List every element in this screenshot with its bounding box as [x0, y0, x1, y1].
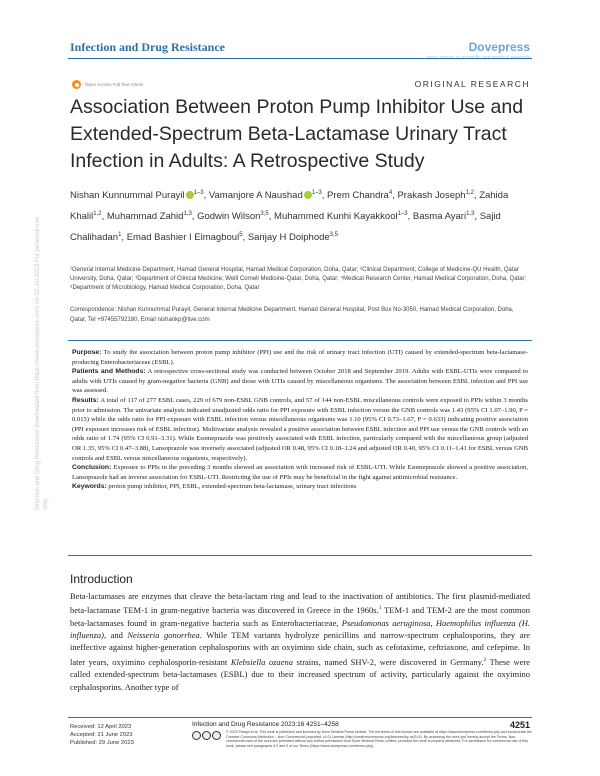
- conclusion-label: Conclusion:: [72, 464, 112, 472]
- intro-species: Neisseria gonorrhea: [127, 630, 200, 641]
- open-access-badge: [72, 80, 143, 89]
- purpose-label: Purpose:: [72, 349, 102, 356]
- reference-link[interactable]: 2: [483, 656, 487, 663]
- affiliation-marker: 3,5: [260, 211, 269, 218]
- author-name-text: Nishan Kunnummal Purayil: [70, 190, 185, 202]
- affiliation-marker: 5: [239, 232, 243, 239]
- author-name[interactable]: [107, 211, 192, 222]
- intro-species: Klebsiella ozaena: [230, 656, 293, 667]
- author-name[interactable]: [274, 211, 408, 222]
- affiliation-marker: 1–3: [193, 190, 204, 196]
- affiliation-marker: 1: [118, 232, 122, 239]
- article-type: ORIGINAL RESEARCH: [414, 79, 530, 89]
- open-access-label: Open Access Full Text Article: [85, 82, 143, 87]
- author-name[interactable]: [127, 232, 243, 243]
- intro-text: TEM-1 and TEM-2 are the most common beta-lactamases found in gram-negative bacteria such as Enterobacteriaceae,: [70, 605, 530, 628]
- publisher-name: Dovepress: [468, 40, 530, 54]
- author-name-text: Muhammed Kunhi Kayakkool: [274, 211, 398, 223]
- intro-text: Beta-lactamases are enzymes that cleave the beta-lactam ring and lead to the inactivation of antibiotics. The first plasmid-mediated beta-lactamase TEM-1 in gram-negative bacteria was discovered in Greece in the 1960s.: [70, 591, 530, 616]
- author-name[interactable]: [413, 211, 475, 222]
- results-text: A total of 117 of 277 ESBL cases, 229 of 679 non-ESBL GNB controls, and 57 of 144 non-ESBL miscellaneous controls were exposed to PPIs within 3 months prior to admission. The univariate analysis indicated unadjusted odds ratio for PPI exposure with ESBL infection versus the GNB controls was 1.43 (95% CI 1.07–1.90, P = 0.015) while the odds ratio for PPI exposure with ESBL infection versus miscellaneous organisms was 1.10 (95% CI 0.73–1.67, P = 0.633) indicating positive association (PPI exposure increases risk of ESBL infection). Multivariate analysis revealed a positive association between ESBL infection and PPI use versus the GNB controls with an odds ratio of 1.74 (95% CI 0.91–3.31). While Esomeprazole was positively associated with ESBL infection, particularly compared with the miscellaneous group (adjusted OR 1.35, 95% CI 0.47–3.88), Lansoprazole was inversely associated (adjusted OR 0.48, 95% CI 0.18–1.24 and adjusted OR 0.40, 95% CI 0.11–1.41 for ESBL versus GNB controls and ESBL versus miscellaneous organisms, respectively).: [72, 396, 528, 462]
- intro-text: strains, named SHV-2, were discovered in Germany.: [292, 656, 484, 667]
- author-name-text: Prem Chandra: [327, 190, 389, 202]
- author-name-text: Prakash Joseph: [397, 190, 466, 202]
- affiliation-marker: 1–3: [311, 190, 322, 196]
- methods-label: Patients and Methods:: [72, 368, 146, 376]
- affiliation-marker: 1,2: [465, 190, 474, 196]
- results-label: Results:: [72, 396, 99, 404]
- introduction-paragraph: [70, 590, 530, 693]
- author-name-text: Sajid Chalihadan: [70, 211, 501, 244]
- correspondence[interactable]: Correspondence: Nishan Kunnummal Purayil, General Internal Medicine Department, Hamad General Hospital, Post Box No-3050, Hamad Medical Corporation, Doha, Qatar, Tel +97455792180, Email nishankp@live.com: [70, 307, 514, 323]
- author-name-text: Emad Bashier I Elmagboul: [126, 232, 240, 244]
- accepted-date: Accepted: 21 June 2023: [70, 732, 133, 738]
- intro-text: , and: [104, 630, 128, 641]
- affiliation-marker: 1,3: [183, 211, 192, 218]
- abstract-conclusion: [72, 463, 528, 482]
- reference-link[interactable]: 1: [378, 605, 382, 612]
- author-name-text: Vamanjore A Naushad: [208, 190, 303, 202]
- publisher-tagline: open access to scientific and medical research: [426, 55, 530, 61]
- creative-commons-icon: [192, 731, 222, 741]
- intro-species: Pseudomonas aeruginosa, Haemophilus influenza (H. influenza): [70, 617, 531, 641]
- intro-text: These were called extended-spectrum beta-lactamases (ESBL) due to their increased spectrum of activity, particularly against the oxyimino cephalosporins. Another type of: [70, 656, 531, 692]
- affiliation-marker: 4: [388, 190, 393, 196]
- keywords-label: Keywords:: [72, 483, 107, 491]
- author-name-text: Sanjay H Doiphode: [247, 232, 330, 244]
- methods-text: A retrospective cross-sectional study was conducted between October 2018 and September 2019. Adults with ESBL-UTIs were compared to adults with UTIs caused by gram-negative bacteria (GNB) and those with UTIs caused by miscellaneous organisms. The association between ESBL infection and PPI use was assessed.: [72, 368, 528, 395]
- article-dates: [70, 723, 134, 747]
- keywords-text: proton pump inhibitor, PPI, ESBL, extended-spectrum beta-lactamase, urinary tract infections: [108, 483, 357, 491]
- affiliation-marker: 1,3: [466, 211, 475, 218]
- journal-citation: Infection and Drug Resistance 2023:16 4251–4258: [192, 721, 339, 728]
- author-name-text: Godwin Wilson: [197, 211, 261, 223]
- introduction-heading: Introduction: [70, 572, 133, 586]
- author-name-text: Zahida Khalil: [70, 190, 509, 223]
- header-divider: [68, 58, 532, 59]
- abstract-keywords: [72, 482, 528, 492]
- author-name-text: Muhammad Zahid: [106, 211, 184, 223]
- open-access-lock-icon: [72, 80, 81, 89]
- affiliations: ¹General Internal Medicine Department, Hamad General Hospital, Hamad Medical Corporation, Doha, Qatar; ²Clinical Department, College of Medicine-QU Health, Qatar University, Doha, Qatar; ³Department of Clinical Medicine, Weill Cornell Medicine-Qatar, Doha, Qatar; ⁴Medical Research Center, Hamad Medical Corporation, Doha, Qatar; ⁵Department of Microbiology, Hamad Medical Corporation, Doha, Qatar: [70, 267, 527, 291]
- orcid-icon[interactable]: [186, 191, 194, 199]
- author-name[interactable]: [248, 232, 338, 243]
- affiliation-marker: 1–3: [397, 211, 408, 218]
- abstract-results: [72, 396, 528, 463]
- intro-text: . While TEM variants hydrolyze penicillins and narrow-spectrum cephalosporins, they are ineffective against higher-generation cephalosporins with an oxyimino side chain, such as cefotaxime, ceftriaxone, and cefepime. In later years, oxyimino cephalosporin-resistant: [70, 630, 530, 667]
- author-name[interactable]: [197, 211, 269, 222]
- purpose-text: To study the association between proton pump inhibitor (PPI) use and the risk of urinary tract infection (UTI) caused by extended-spectrum beta-lactamase-producing Enterobacteriaceae (ESBL).: [72, 349, 528, 366]
- conclusion-text: Exposure to PPIs in the preceding 3 months showed an association with increased risk of ESBL-UTI. While Esomeprazole showed a positive association, Lansoprazole had an inverse association for ESBL-UTI. Restricting the use of PPIs may be beneficial in the fight against antimicrobial resistance.: [72, 464, 528, 481]
- journal-name: Infection and Drug Resistance: [70, 40, 225, 54]
- abstract-methods: [72, 367, 528, 396]
- affiliation-marker: 3,5: [329, 232, 339, 239]
- author-name[interactable]: [209, 190, 322, 201]
- article-title: Association Between Proton Pump Inhibitor Use and Extended-Spectrum Beta-Lactamase Urinary Tract Infection in Adults: A Retrospective Study: [70, 96, 524, 172]
- footer-divider: [68, 717, 532, 718]
- abstract: [68, 340, 532, 556]
- abstract-purpose: [72, 348, 528, 367]
- author-name[interactable]: [70, 190, 204, 201]
- author-list: Nishan Kunnummal Purayil $^{1-3}$, Vamanjore A Naushad $^{1-3}$, Prem Chandra$^4$, Prakash Joseph$^{1,2}$, Zahida Khalil$^{1,2}$, Muhammad Zahid$^{1,3}$, Godwin Wilson$^{3,5}$, Muhammed Kunhi Kayakkool$^{1-3}$, Basma Ayari$^{1,3}$, Sajid Chalihadan$^1$, Emad Bashier I Elmagboul$^5$, Sanjay H Doiphode$^{3,5}$: [70, 190, 509, 244]
- author-name[interactable]: [397, 190, 473, 201]
- received-date: Received: 12 April 2023: [70, 724, 132, 730]
- author-name[interactable]: [327, 190, 392, 201]
- orcid-icon[interactable]: [304, 191, 312, 199]
- author-name-text: Basma Ayari: [412, 211, 467, 223]
- affiliation-marker: 1,2: [93, 211, 102, 218]
- published-date: Published: 29 June 2023: [70, 740, 134, 746]
- download-watermark: Infection and Drug Resistance downloaded from https://www.dovepress.com/ on 02-Jul-2023 For personal use only.: [35, 217, 49, 510]
- license-text: © 2023 Purayil et al. This work is published and licensed by Dove Medical Press Limited. The full terms of this license are available at https://www.dovepress.com/terms.php and incorporate the Creative Commons Attribution – Non Commercial (unported, v3.0) License (http://creativecommons.org/licenses/by-nc/3.0/). By accessing the work you hereby accept the Terms. Non-commercial uses of the work are permitted without any further permission from Dove Medical Press Limited, provided the work is properly attributed. For permission for commercial use of this work, please see paragraphs 4.2 and 5 of our Terms (https://www.dovepress.com/terms.php).: [226, 730, 532, 748]
- page-number: 4251: [509, 720, 530, 730]
